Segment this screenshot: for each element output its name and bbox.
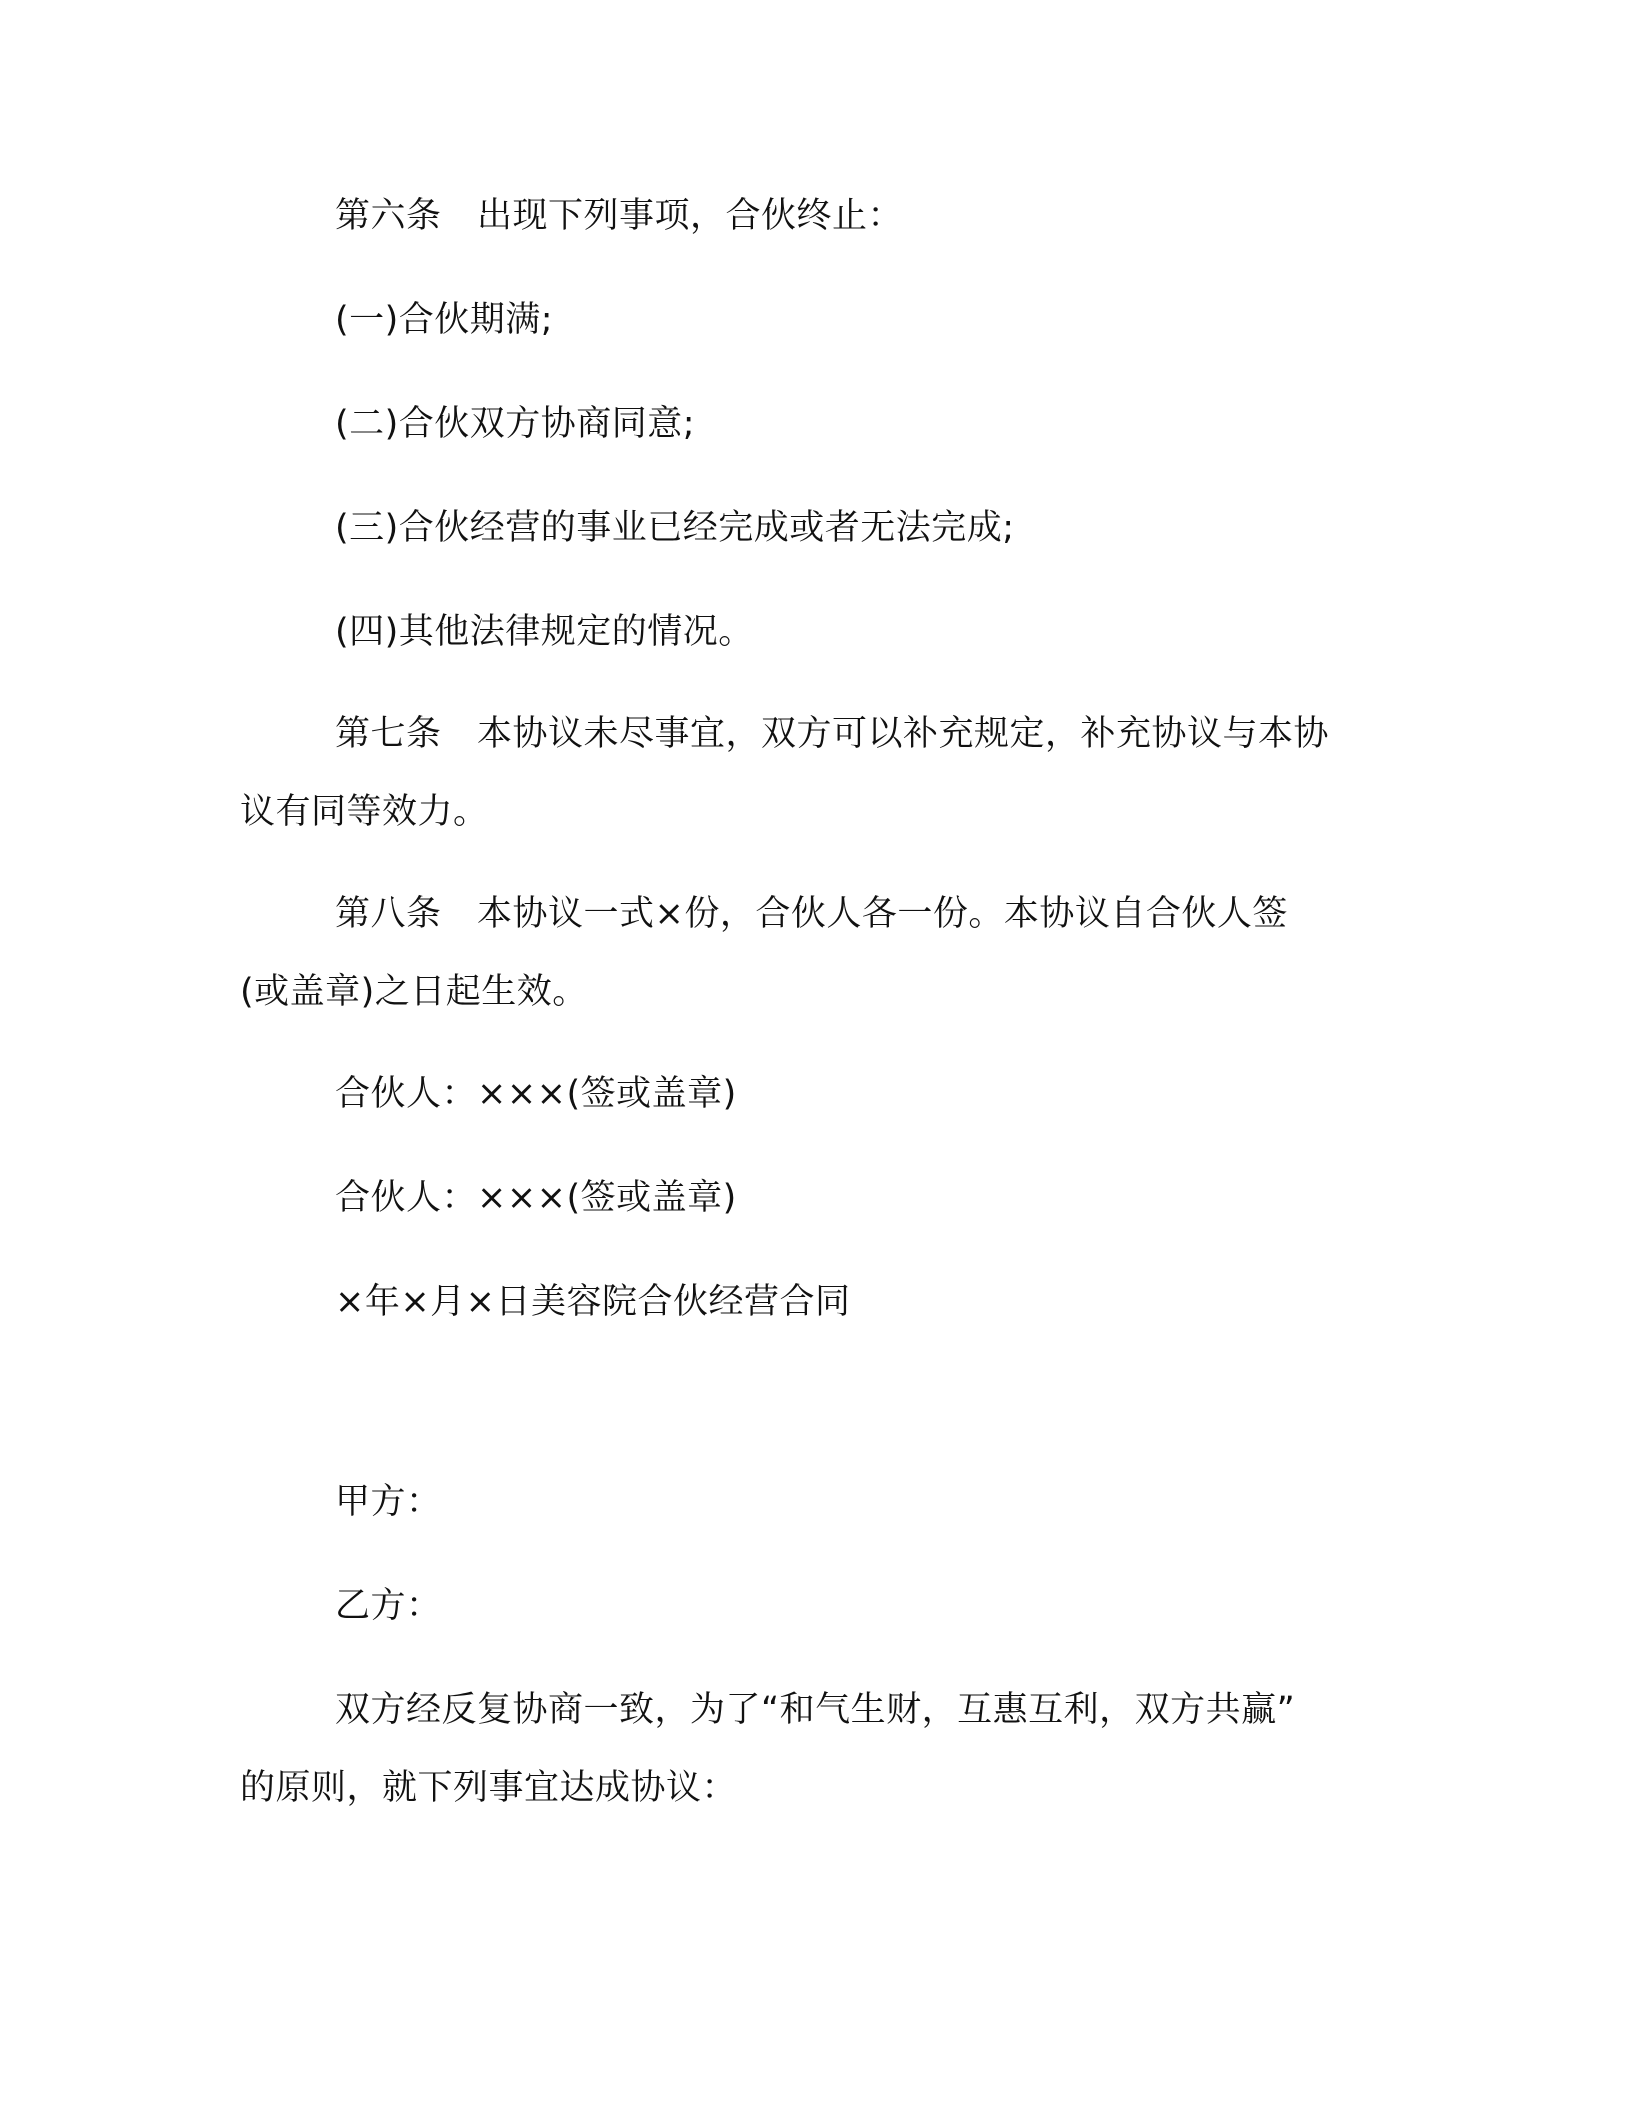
party-a-label: 甲方： <box>335 1482 442 1522</box>
article-7-line-2: 议有同等效力。 <box>240 792 489 832</box>
article-6-item-3: (三)合伙经营的事业已经完成或者无法完成; <box>335 508 1015 548</box>
article-8-line-1: 第八条 本协议一式×份，合伙人各一份。本协议自合伙人签 <box>335 894 1288 934</box>
article-8-line-2: (或盖章)之日起生效。 <box>240 972 588 1012</box>
article-6-item-2: (二)合伙双方协商同意; <box>335 404 696 444</box>
article-6-item-1: (一)合伙期满; <box>335 300 554 340</box>
preamble-line-2: 的原则，就下列事宜达成协议： <box>240 1768 738 1808</box>
article-6-heading: 第六条 出现下列事项，合伙终止： <box>335 196 904 236</box>
preamble-line-1: 双方经反复协商一致，为了“和气生财，互惠互利，双方共赢” <box>335 1690 1296 1730</box>
date-and-next-title: ×年×月×日美容院合伙经营合同 <box>335 1282 851 1322</box>
party-b-label: 乙方： <box>335 1586 442 1626</box>
article-6-item-4: (四)其他法律规定的情况。 <box>335 612 754 652</box>
partner-signature-2: 合伙人：×××(签或盖章) <box>335 1178 737 1218</box>
article-7-line-1: 第七条 本协议未尽事宜，双方可以补充规定，补充协议与本协 <box>335 714 1330 754</box>
partner-signature-1: 合伙人：×××(签或盖章) <box>335 1074 737 1114</box>
